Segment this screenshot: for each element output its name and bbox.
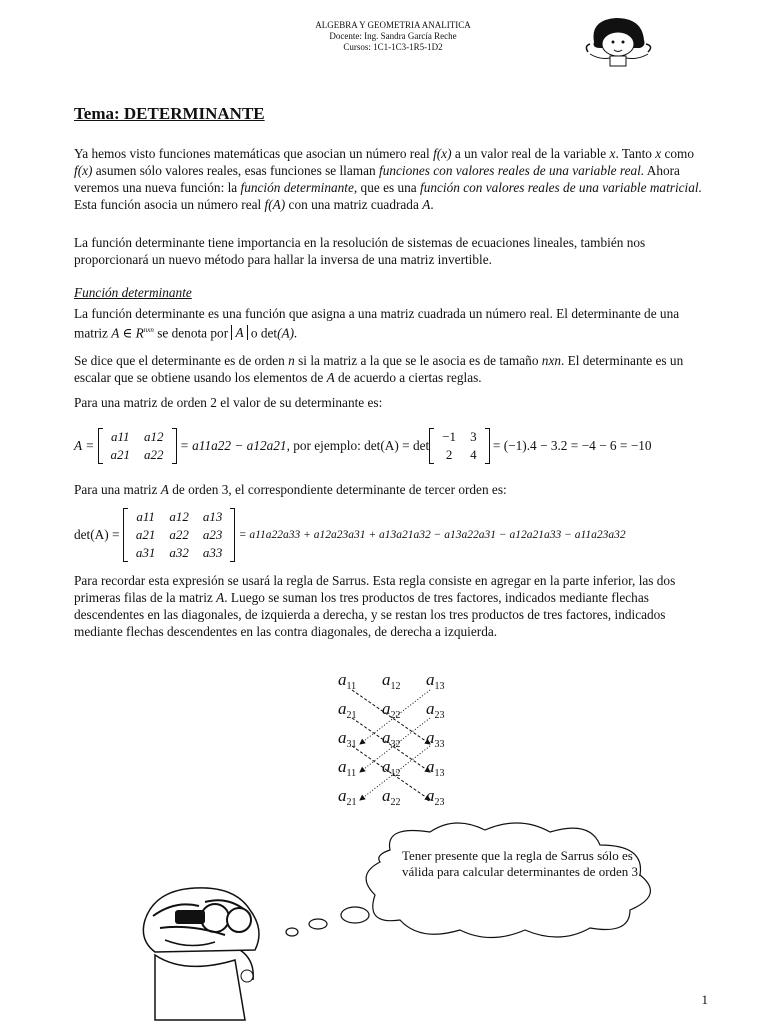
sarrus-diagram	[330, 670, 460, 810]
dexter-cartoon-icon	[135, 880, 275, 1024]
sarrus-cell: $a_{12}$	[382, 757, 401, 779]
sarrus-cell: $a_{13}$	[426, 757, 445, 779]
sarrus-cell: $a_{21}$	[338, 699, 357, 721]
sarrus-cell: $a_{11}$	[338, 757, 357, 779]
document-header	[250, 20, 536, 53]
sarrus-cell: $a_{23}$	[426, 786, 445, 808]
order3-intro: Para una matriz A de orden 3, el correspondiente determinante de tercer orden es:	[74, 482, 507, 497]
equation-order2: A = a11 a12 a21 a22 = a11a22 − a12a21 , por ejemplo: det(A) = det −1 3 2 4 = (−1).4 − 3.2 = −4 − 6 = −10	[74, 429, 652, 462]
sarrus-cell: $a_{23}$	[426, 699, 445, 721]
sarrus-cell: $a_{33}$	[426, 728, 445, 750]
sarrus-cell: $a_{11}$	[338, 670, 357, 692]
sarrus-cell: $a_{12}$	[382, 670, 401, 692]
mafalda-logo-icon	[580, 12, 660, 70]
header-teacher: Docente: Ing. Sandra García Reche	[329, 31, 457, 41]
header-courses: Cursos: 1C1-1C3-1R5-1D2	[343, 42, 443, 52]
sarrus-cell: $a_{21}$	[338, 786, 357, 808]
definition-paragraph: La función determinante es una función que asigna a una matriz cuadrada un número real. El determinante de una matriz A ∈ $R^{nxn}$ se denota por A o det(A).	[74, 306, 680, 341]
thought-cloud-icon	[270, 820, 690, 940]
section-heading: Función determinante	[74, 285, 192, 300]
page-title: Tema: DETERMINANTE	[74, 104, 265, 123]
intro-paragraph: Ya hemos visto funciones matemáticas que asocian un número real f(x) a un valor real de la variable x. Tanto x como f(x) asumen sólo valores reales, esas funciones se llaman funciones con valores reales de una variable real. Ahora veremos una nueva función: la función determinante, que es una función con valores reales de una variable matricial. Esta función asocia un número real f(A) con una matriz cuadrada A.	[74, 146, 702, 212]
example-matrix: −1 3 2 4	[429, 428, 489, 464]
header-course: ALGEBRA Y GEOMETRIA ANALITICA	[315, 20, 471, 30]
cloud-note: Tener presente que la regla de Sarrus sólo es válida para calcular determinantes de orden 3.	[402, 848, 642, 879]
sarrus-cell: $a_{32}$	[382, 728, 401, 750]
importance-paragraph: La función determinante tiene importancia en la resolución de sistemas de ecuaciones lineales, también nos proporcionará un nuevo método para hallar la inversa de una matriz invertible.	[74, 235, 646, 267]
matrix-3x3: a11 a12 a13 a21 a22 a23 a31 a32 a33	[123, 508, 236, 562]
sarrus-cell: $a_{13}$	[426, 670, 445, 692]
sarrus-paragraph: Para recordar esta expresión se usará la regla de Sarrus. Esta regla consiste en agregar en la parte inferior, las dos primeras filas de la matriz A. Luego se suman los tres productos de tres factores, indicados mediante flechas descendentes en las diagonales, de izquierda a derecha, y se restan los tres productos de tres factores, indicados mediante flechas descendentes en las contra diagonales, de derecha a izquierda.	[74, 573, 676, 639]
equation-order3: det(A) = a11 a12 a13 a21 a22 a23 a31 a32 a33 = a11a22a33 + a12a23a31 + a13a21a32 − a13a22a31 − a12a21a33 − a11a23a32	[74, 509, 626, 560]
sarrus-cell: $a_{22}$	[382, 699, 401, 721]
sarrus-cell: $a_{31}$	[338, 728, 357, 750]
page-number: 1	[701, 992, 708, 1007]
matrix-2x2: a11 a12 a21 a22	[98, 428, 177, 464]
sarrus-cell: $a_{22}$	[382, 786, 401, 808]
order2-intro: Para una matriz de orden 2 el valor de su determinante es:	[74, 395, 383, 410]
order-paragraph: Se dice que el determinante es de orden n si la matriz a la que se le asocia es de tamaño nxn. El determinante es un escalar que se obtiene usando los elementos de A de acuerdo a ciertas reglas.	[74, 353, 684, 385]
